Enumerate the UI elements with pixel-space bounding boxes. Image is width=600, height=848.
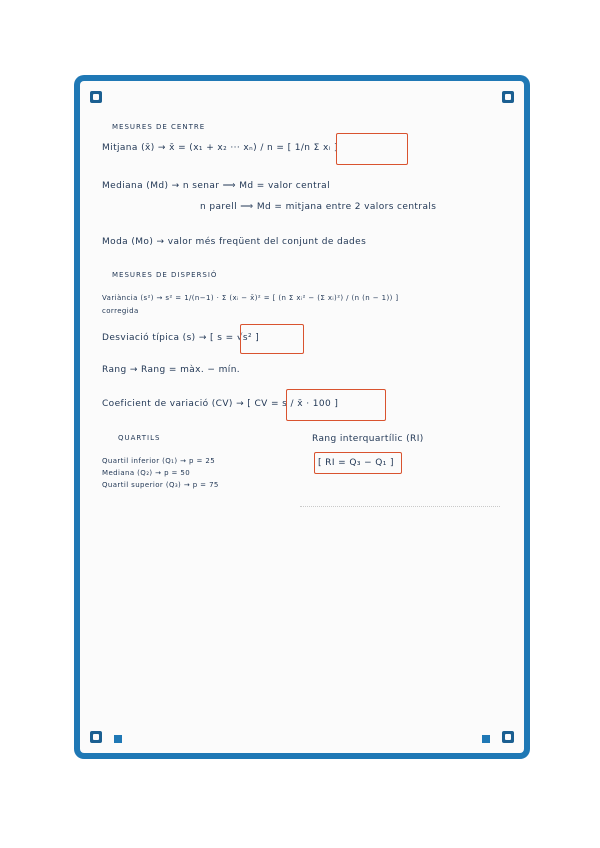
corner-marker-icon xyxy=(90,731,102,743)
q3-line: Quartil superior (Q₃) → p = 75 xyxy=(102,481,219,489)
corner-marker-icon xyxy=(502,731,514,743)
heading-mesures-dispersio: MESURES DE DISPERSIÓ xyxy=(112,271,218,279)
corner-marker-icon xyxy=(502,91,514,103)
blue-square-icon xyxy=(114,735,122,743)
cv-line: Coeficient de variació (CV) → [ CV = s / x̄ · 100 ] xyxy=(102,399,339,409)
heading-mesures-centre: MESURES DE CENTRE xyxy=(112,123,206,131)
mediana-line-2: n parell ⟹ Md = mitjana entre 2 valors centrals xyxy=(200,202,437,212)
mitjana-formula: Mitjana (x̄) → x̄ = (x₁ + x₂ ··· xₙ) / n = [ 1/n Σ xᵢ ] xyxy=(102,143,338,153)
q1-line: Quartil inferior (Q₁) → p = 25 xyxy=(102,457,216,465)
desviacio-line: Desviació típica (s) → [ s = √s² ] xyxy=(102,333,260,343)
ri-heading: Rang interquartílic (RI) xyxy=(312,434,424,444)
moda-line: Moda (Mo) → valor més freqüent del conjunt de dades xyxy=(102,237,367,247)
blue-square-icon xyxy=(482,735,490,743)
heading-quartils: QUARTILS xyxy=(118,434,161,442)
mitjana-highlight-box xyxy=(336,133,408,165)
notebook-page xyxy=(80,81,524,753)
ri-formula: [ RI = Q₃ − Q₁ ] xyxy=(318,458,394,468)
variancia-sub: corregida xyxy=(102,307,139,315)
desviacio-highlight-box xyxy=(240,324,304,354)
variancia-formula: Variància (s²) → s² = 1/(n−1) · Σ (xᵢ − x̄)² = [ (n Σ xᵢ² − (Σ xᵢ)²) / (n (n − 1)) ] xyxy=(102,294,399,302)
ri-highlight-box xyxy=(314,452,402,474)
rang-line: Rang → Rang = màx. − mín. xyxy=(102,365,241,375)
mediana-line: Mediana (Md) → n senar ⟹ Md = valor central xyxy=(102,181,330,191)
q2-line: Mediana (Q₂) → p = 50 xyxy=(102,469,191,477)
cv-highlight-box xyxy=(286,389,386,421)
corner-marker-icon xyxy=(90,91,102,103)
dotted-guide xyxy=(300,506,500,508)
